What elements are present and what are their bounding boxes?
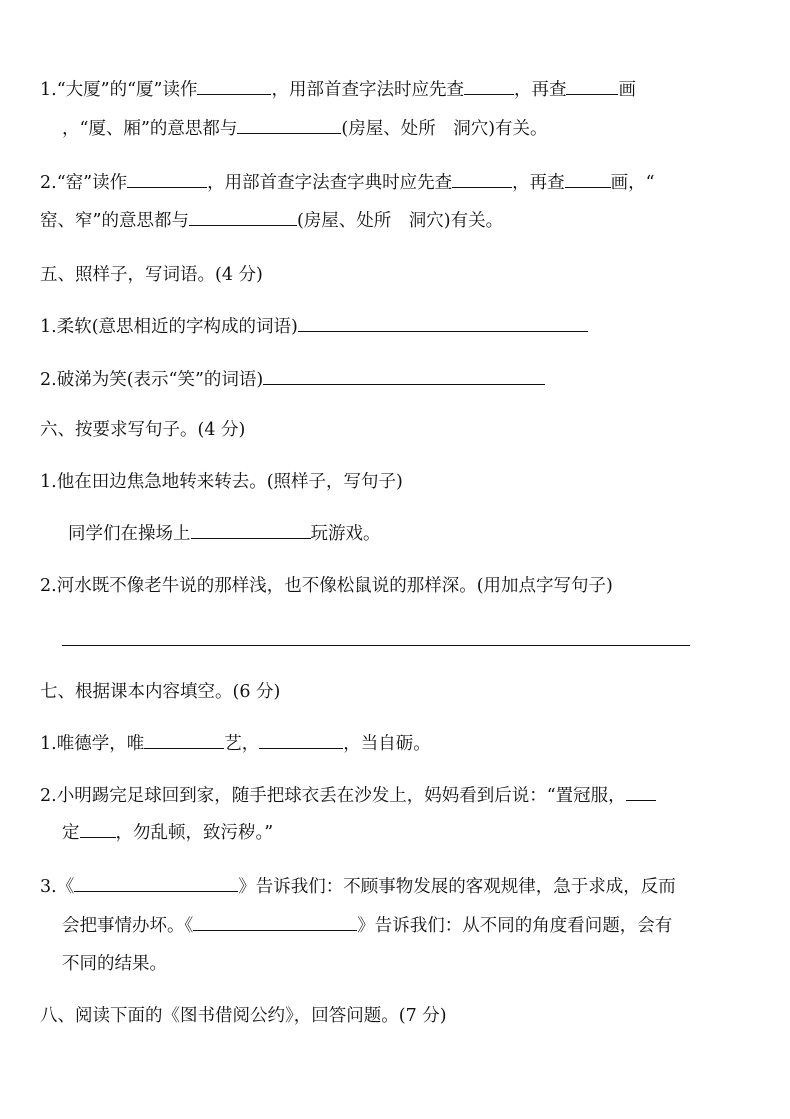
s4-q2-line2: [40, 208, 503, 233]
s6-q1-blank[interactable]: [191, 521, 311, 539]
s4-q2-blank-3[interactable]: [565, 170, 611, 188]
s7-q1-text-a: 1.唯德学，唯: [40, 734, 145, 754]
s7-q3-line1: [40, 874, 676, 899]
s4-q2-line1: [40, 170, 655, 195]
s5-q1-line: [40, 314, 588, 339]
s7-q2-blank-2[interactable]: [80, 820, 116, 838]
s4-q1-blank-4[interactable]: [237, 116, 341, 134]
s7-q3-text-a: 3.《: [40, 877, 75, 897]
s7-q3-blank-2[interactable]: [193, 913, 357, 931]
s7-q2-blank-1[interactable]: [626, 783, 656, 801]
s4-q1-text-c: ，再查: [513, 80, 567, 100]
s4-q2-text-f: (房屋、处所 洞穴)有关。: [296, 211, 504, 231]
s4-q1-text-f: (房屋、处所 洞穴)有关。: [341, 119, 548, 139]
s6-q1-text-a: 同学们在操场上: [68, 524, 191, 544]
s7-q3-blank-1[interactable]: [74, 874, 238, 892]
s7-q2-text-b: 定: [62, 823, 80, 843]
section8-title: 八、阅读下面的《图书借阅公约》，回答问题。(7 分): [40, 1006, 447, 1026]
s4-q2-blank-2[interactable]: [452, 170, 512, 188]
s7-q1-blank-1[interactable]: [144, 731, 224, 749]
s7-q1-text-c: ，当自砺。: [343, 734, 431, 754]
s6-q2-answer-line[interactable]: [62, 645, 690, 646]
s7-q3-text-c: 会把事情办坏。《: [62, 916, 194, 936]
s7-q3-text-d: 》告诉我们：从不同的角度看问题，会有: [357, 916, 673, 936]
s4-q1-blank-1[interactable]: [197, 77, 271, 95]
s7-q2-text-c: ，勿乱顿，致污秽。”: [115, 823, 274, 843]
s5-q1-text: 1.柔软(意思相近的字构成的词语): [40, 317, 298, 337]
s4-q1-text-d: 画: [618, 80, 636, 100]
s6-q1-text-b: 玩游戏。: [310, 524, 381, 544]
s7-q1-line: [40, 731, 431, 756]
s4-q1-blank-3[interactable]: [566, 77, 618, 95]
s4-q1-line1: [40, 77, 636, 102]
s4-q1-text-e: ，“厦、厢”的意思都与: [62, 119, 238, 139]
s4-q1-text-b: ，用部首查字法时应先查: [271, 80, 464, 100]
s6-q1-answer-line: [68, 521, 381, 546]
s5-q2-text: 2.破涕为笑(表示“笑”的词语): [40, 370, 264, 390]
section7-title: 七、根据课本内容填空。(6 分): [40, 682, 281, 702]
s5-q1-blank[interactable]: [298, 314, 588, 332]
s4-q1-blank-2[interactable]: [464, 77, 514, 95]
s5-q2-blank[interactable]: [263, 367, 545, 385]
s6-q1-prompt: 1.他在田边焦急地转来转去。(照样子，写句子): [40, 472, 403, 492]
s4-q2-text-a: 2.“窑”读作: [40, 173, 128, 193]
s7-q2-line1: [40, 783, 656, 808]
s7-q3-line3: 不同的结果。: [62, 954, 167, 974]
s5-q2-line: [40, 367, 545, 392]
s4-q2-text-e: 窑、窄”的意思都与: [40, 211, 189, 231]
section5-title: 五、照样子，写词语。(4 分): [40, 265, 263, 285]
section6-title: 六、按要求写句子。(4 分): [40, 420, 246, 440]
s6-q2-prompt: 2.河水既不像老牛说的那样浅，也不像松鼠说的那样深。(用加点字写句子): [40, 576, 613, 596]
s4-q2-text-c: ，再查: [512, 173, 565, 193]
s4-q2-text-d: 画，“: [610, 173, 655, 193]
s4-q2-text-b: ，用部首查字法查字典时应先查: [207, 173, 453, 193]
s4-q1-text-a: 1.“大厦”的“厦”读作: [40, 80, 198, 100]
s4-q1-line2: [62, 116, 548, 141]
s7-q3-text-b: 》告诉我们：不顾事物发展的客观规律，急于求成，反而: [238, 877, 676, 897]
s7-q3-line2: [62, 913, 672, 938]
s7-q2-text-a: 2.小明踢完足球回到家，随手把球衣丢在沙发上，妈妈看到后说：“置冠服，: [40, 786, 626, 806]
s4-q2-blank-1[interactable]: [127, 170, 207, 188]
s7-q1-blank-2[interactable]: [259, 731, 343, 749]
s7-q2-line2: [62, 820, 273, 845]
s7-q1-text-b: 艺，: [224, 734, 260, 754]
s4-q2-blank-4[interactable]: [189, 208, 297, 226]
